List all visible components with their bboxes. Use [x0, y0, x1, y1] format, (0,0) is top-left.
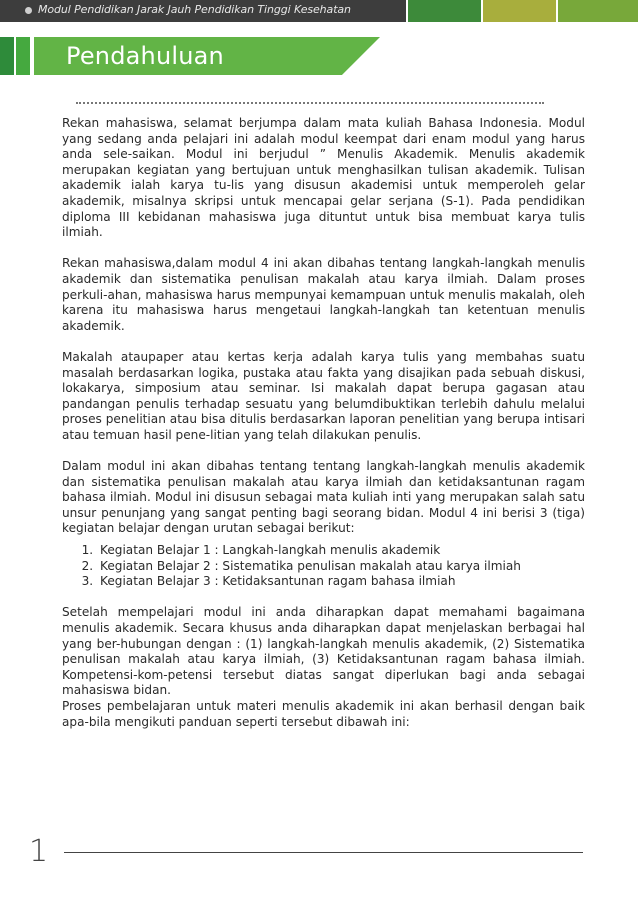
learning-activities-list: [62, 543, 585, 590]
title-stripe-medium: [16, 37, 30, 75]
list-item: 3. Kegiatan Belajar 3 : Ketidaksantunan ragam bahasa ilmiah: [97, 574, 585, 590]
bullet-dot-icon: [25, 7, 32, 14]
page-number: 1: [29, 834, 49, 869]
footer-rule: [64, 852, 583, 853]
running-title: Modul Pendidikan Jarak Jauh Pendidikan Tinggi Kesehatan: [38, 3, 351, 16]
body-content: [62, 116, 585, 730]
header-color-segment-olive: [483, 0, 556, 22]
list-item: 1. Kegiatan Belajar 1 : Langkah-langkah menulis akademik: [97, 543, 585, 559]
paragraph: Setelah mempelajari modul ini anda diharapkan dapat memahami bagaimana menulis akademik. Secara khusus anda diharapkan dapat menjelaskan berbagai hal yang ber-hubungan dengan : (1) langkah-langkah menulis akademik, (2) Sistematika penulisan makalah atau karya ilmiah, (3) Ketidaksantunan ragam bahasa ilmiah. Kompetensi-kom-petensi tersebut diatas sangat diperlukan bagi anda sebagai mahasiswa bidan.: [62, 605, 585, 698]
paragraph: Makalah ataupaper atau kertas kerja adalah karya tulis yang membahas suatu masalah berdasarkan logika, pustaka atau fakta yang disajikan pada sebuah diskusi, lokakarya, simposium atau seminar. Isi makalah dapat berupa gagasan atau pandangan penulis terhadap sesuatu yang belumdibuktikan terlebih dahulu melalui proses penelitian atau bisa ditulis berdasarkan laporan penelitian yang berupa intisari atau temuan hasil pene-litian yang telah dilakukan penulis.: [62, 349, 585, 442]
paragraph: Rekan mahasiswa, selamat berjumpa dalam mata kuliah Bahasa Indonesia. Modul yang sedang anda pelajari ini adalah modul keempat dari enam modul yang harus anda sele-saikan. Modul ini berjudul ” Menulis Akademik. Menulis akademik merupakan kegiatan yang bertujuan untuk menghasilkan tulisan akademik. Tulisan akademik ialah karya tu-lis yang disusun akademisi untuk memperoleh gelar akademik, misalnya skripsi untuk mencapai gelar serjana (S-1). Pada pendidikan diploma III kebidanan mahasiswa juga dituntut untuk bisa membuat karya tulis ilmiah.: [62, 116, 585, 240]
list-item: 2. Kegiatan Belajar 2 : Sistematika penulisan makalah atau karya ilmiah: [97, 559, 585, 575]
header-color-segment-green: [408, 0, 481, 22]
section-title: Pendahuluan: [66, 42, 224, 70]
header-color-segment-lightgreen: [558, 0, 638, 22]
paragraph: Rekan mahasiswa,dalam modul 4 ini akan dibahas tentang langkah-langkah menulis akademik dan sistematika penulisan makalah atau karya ilmiah. Dalam proses perkuli-ahan, mahasiswa harus mempunyai kemampuan untuk menulis makalah, oleh karena itu mahasiswa harus mengetaui langkah-langkah tan ketentuan menulis akademik.: [62, 256, 585, 333]
paragraph: Dalam modul ini akan dibahas tentang tentang langkah-langkah menulis akademik dan sistematika penulisan makalah atau karya ilmiah dan ketidaksantunan ragam bahasa ilmiah. Modul ini disusun sebagai mata kuliah inti yang merupakan salah satu unsur penunjang yang sangat penting bagi seorang bidan. Modul 4 ini berisi 3 (tiga) kegiatan belajar dengan urutan sebagai berikut:: [62, 459, 585, 536]
dotted-divider: [76, 92, 544, 104]
top-header-bar: [0, 0, 638, 22]
title-stripe-dark: [0, 37, 14, 75]
paragraph: Proses pembelajaran untuk materi menulis akademik ini akan berhasil dengan baik apa-bila mengikuti panduan seperti tersebut dibawah ini:: [62, 698, 585, 729]
